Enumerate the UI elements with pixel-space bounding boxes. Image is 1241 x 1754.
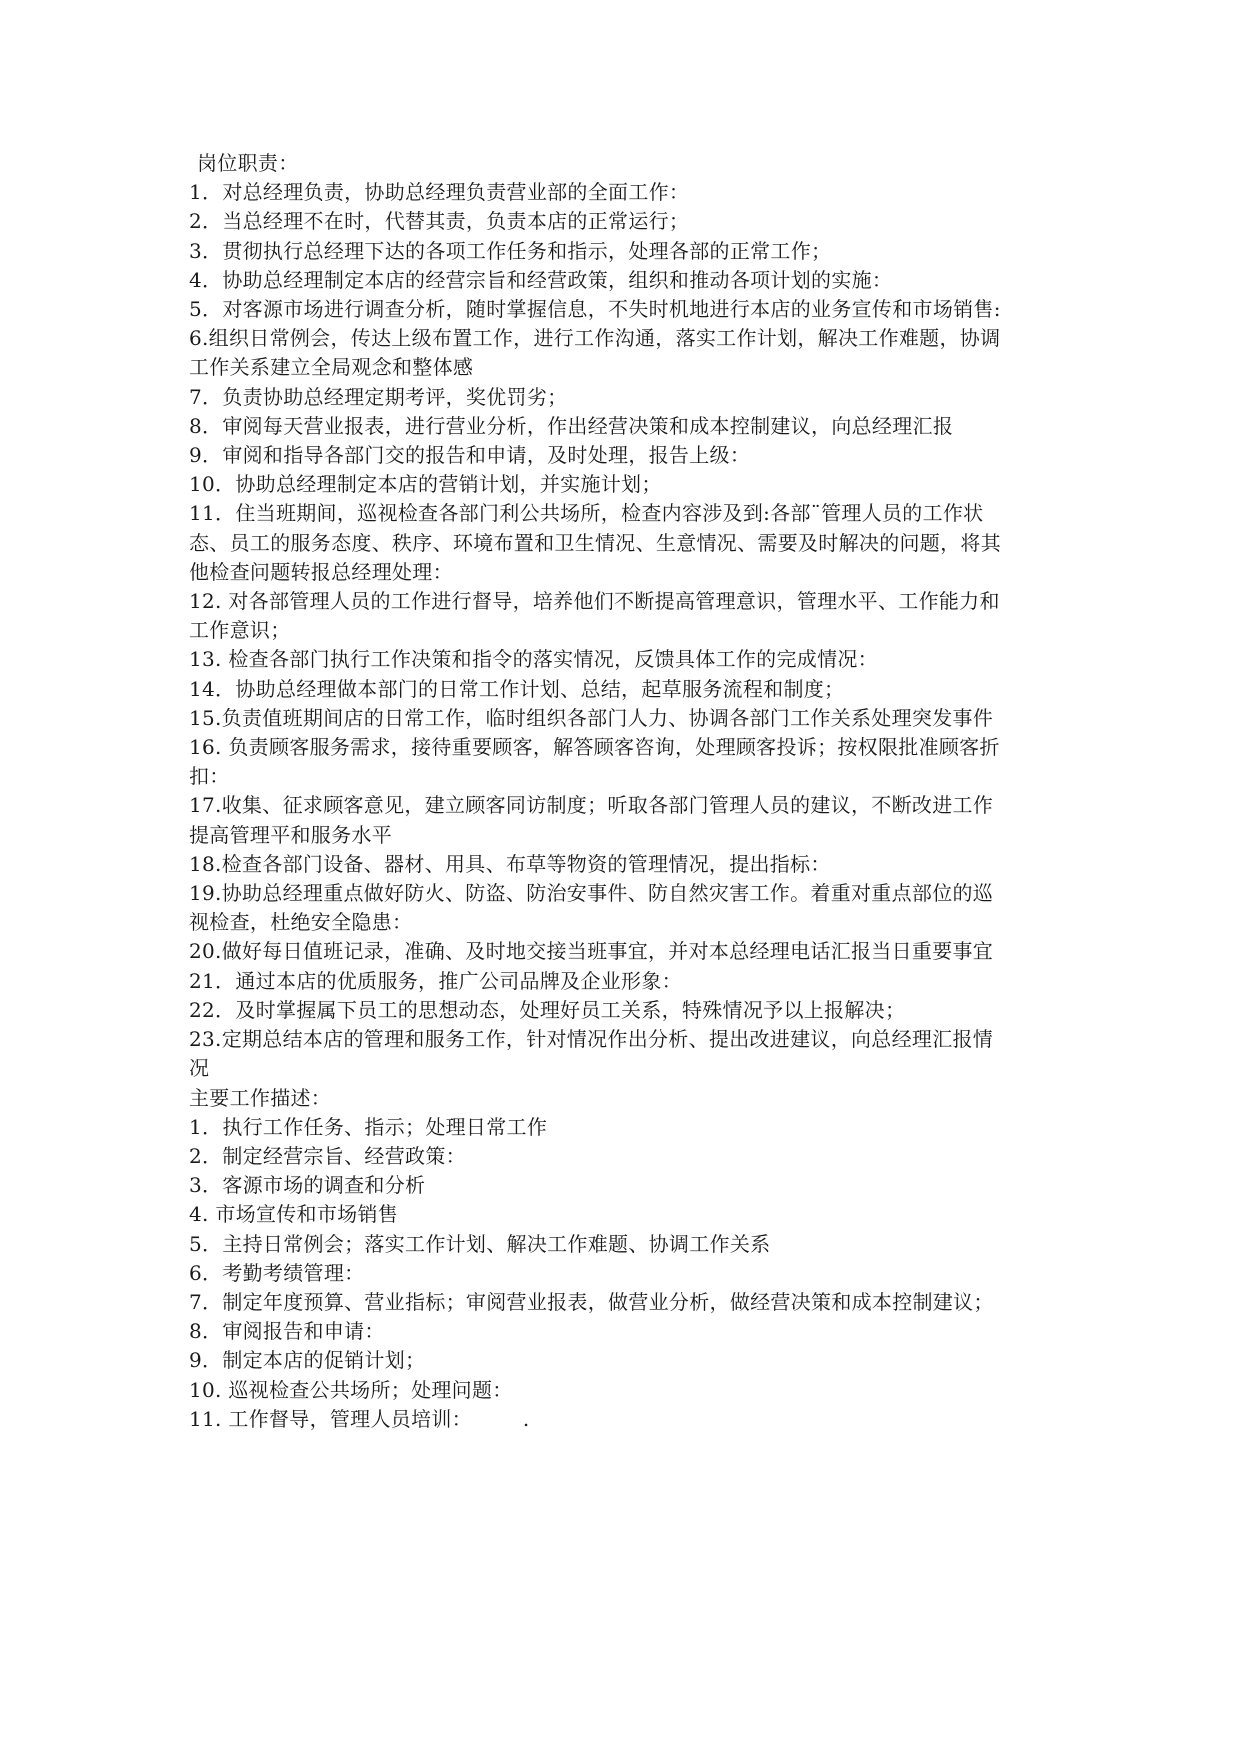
duty-line: 9．审阅和指导各部门交的报告和申请，及时处理，报告上级： [189,443,751,468]
duty-line: 工作意识； [189,618,291,643]
duty-line: 21．通过本店的优质服务，推广公司品牌及企业形象： [189,968,682,993]
duty-line: 8．审阅每天营业报表，进行营业分析，作出经营决策和成本控制建议，向总经理汇报 [189,413,954,438]
duty-line: 扣： [189,764,230,789]
main-work-line: 2．制定经营宗旨、经营政策： [189,1143,466,1168]
duty-line: 19.协助总经理重点做好防火、防盗、防治安事件、防自然灾害工作。着重对重点部位的巡 [189,881,994,906]
duty-line: 况 [189,1056,210,1081]
duty-line: 3．贯彻执行总经理下达的各项工作任务和指示，处理各部的正常工作； [189,238,832,263]
duty-line: 提高管理平和服务水平 [189,822,392,847]
duty-line: 6.组织日常例会，传达上级布置工作，进行工作沟通，落实工作计划，解决工作难题，协调 [189,326,1001,351]
duty-line: 22．及时掌握属下员工的思想动态，处理好员工关系，特殊情况予以上报解决； [189,997,906,1022]
duty-line: 11．住当班期间，巡视检查各部门利公共场所，检查内容涉及到:各部¨管理人员的工作状 [189,501,984,526]
main-work-line: 4. 市场宣传和市场销售 [189,1202,399,1227]
main-work-line: 9．制定本店的促销计划； [189,1348,426,1373]
main-work-line: 5．主持日常例会；落实工作计划、解决工作难题、协调工作关系 [189,1231,771,1256]
duty-line: 10．协助总经理制定本店的营销计划，并实施计划； [189,472,662,497]
main-work-heading: 主要工作描述： [189,1085,332,1110]
main-work-line: 8．审阅报告和申请： [189,1319,385,1344]
duty-line: 1．对总经理负责，协助总经理负责营业部的全面工作： [189,180,690,205]
duty-line: 20.做好每日值班记录，准确、及时地交接当班事宜，并对本总经理电话汇报当日重要事宜 [189,939,994,964]
duty-line: 13. 检查各部门执行工作决策和指令的落实情况，反馈具体工作的完成情况： [189,647,878,672]
duty-line: 4．协助总经理制定本店的经营宗旨和经营政策，组织和推动各项计划的实施： [189,267,893,292]
duty-line: 12. 对各部管理人员的工作进行督导，培养他们不断提高管理意识，管理水平、工作能力和 [189,589,1000,614]
main-work-line: 1．执行工作任务、指示；处理日常工作 [189,1114,548,1139]
duty-line: 2．当总经理不在时，代替其责，负责本店的正常运行； [189,209,690,234]
main-work-line: 6．考勤考绩管理： [189,1260,365,1285]
duties-heading: 岗位职责： [197,151,299,175]
duties-list [189,178,1069,1083]
duty-line: 14．协助总经理做本部门的日常工作计划、总结，起草服务流程和制度； [189,676,845,701]
duty-line: 18.检查各部门设备、器材、用具、布草等物资的管理情况，提出指标： [189,851,831,876]
duty-line: 7．负责协助总经理定期考评，奖优罚劣； [189,384,568,409]
main-work-line: 11. 工作督导，管理人员培训： . [189,1406,530,1431]
main-work-line: 10. 巡视检查公共场所；处理问题： [189,1377,513,1402]
main-work-list [189,1113,1069,1434]
duty-line: 5．对客源市场进行调查分析，随时掌握信息，不失时机地进行本店的业务宣传和市场销售: [189,297,1001,322]
duty-line: 23.定期总结本店的管理和服务工作，针对情况作出分析、提出改进建议，向总经理汇报情 [189,1027,994,1052]
duty-line: 15.负责值班期间店的日常工作，临时组织各部门人力、协调各部门工作关系处理突发事件 [189,705,994,730]
duty-line: 他检查问题转报总经理处理： [189,559,453,584]
main-work-line: 7．制定年度预算、营业指标；审阅营业报表，做营业分析，做经营决策和成本控制建议； [189,1289,994,1314]
duty-line: 态、员工的服务态度、秩序、环境布置和卫生情况、生意情况、需要及时解决的问题，将其 [189,530,1001,555]
document-page [189,149,1069,1434]
duty-line: 16. 负责顾客服务需求，接待重要顾客，解答顾客咨询，处理顾客投诉；按权限批准顾客折 [189,735,1000,760]
main-work-line: 3．客源市场的调查和分析 [189,1173,426,1198]
duty-line: 17.收集、征求顾客意见，建立顾客同访制度；听取各部门管理人员的建议，不断改进工作 [189,793,994,818]
duty-line: 工作关系建立全局观念和整体感 [189,355,474,380]
duty-line: 视检查，杜绝安全隐患： [189,910,413,935]
